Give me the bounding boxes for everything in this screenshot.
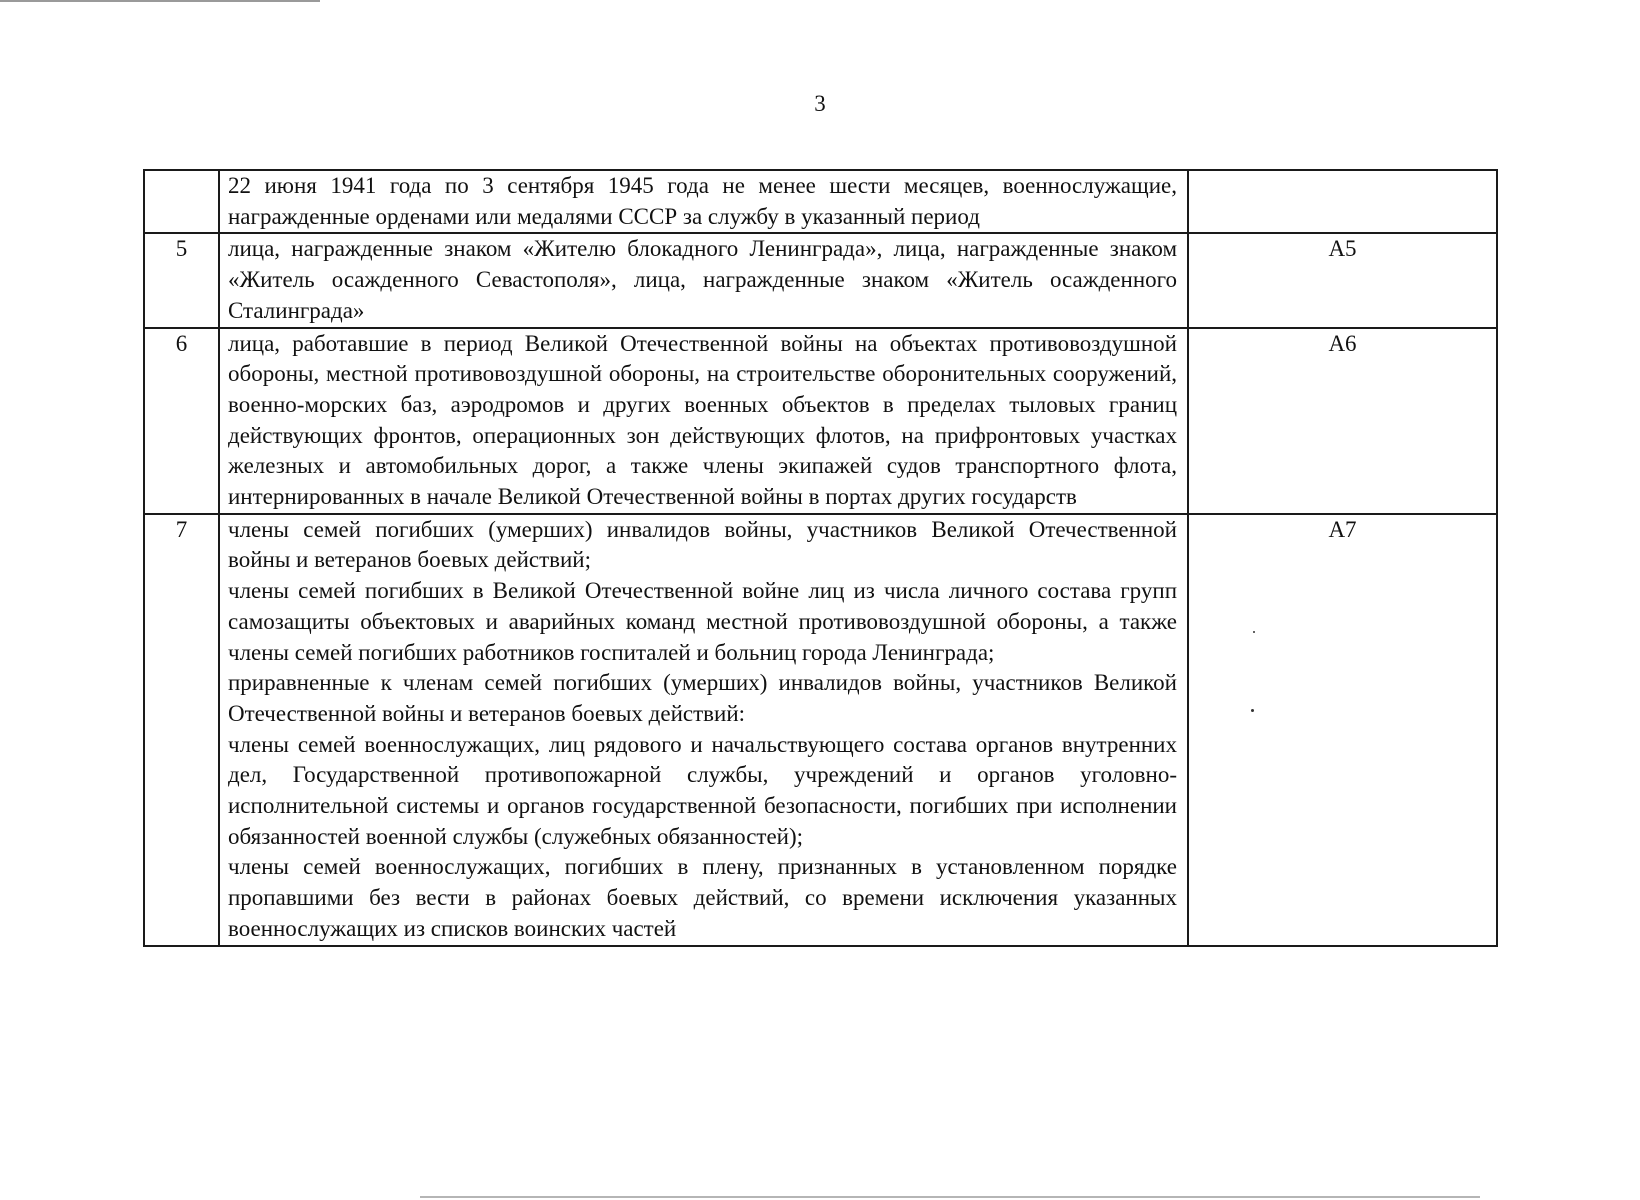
row-description-cell xyxy=(219,170,1188,233)
description-paragraph: члены семей погибших (умерших) инвалидов войны, участников Великой Отечественной войны и ветеранов боевых действий; xyxy=(228,516,1177,573)
table-row xyxy=(144,328,1497,514)
description-paragraph: лица, награжденные знаком «Жителю блокадного Ленинграда», лица, награжденные знаком «Житель осажденного Севастополя», лица, награжденные знаком «Житель осажденного Сталинграда» xyxy=(228,236,1177,323)
row-description-cell xyxy=(219,328,1188,514)
description-paragraph: члены семей погибших в Великой Отечественной войне лиц из числа личного состава групп самозащиты объектовых и аварийных команд местной противовоздушной обороны, а также члены семей погибших работников госпиталей и больниц города Ленинграда; xyxy=(228,578,1177,665)
row-number-cell: 5 xyxy=(144,233,219,327)
scan-edge-top xyxy=(0,0,320,2)
row-code-cell: А7 xyxy=(1188,514,1497,946)
table-body xyxy=(144,170,1497,946)
scan-speck xyxy=(1251,709,1254,712)
description-paragraph: члены семей военнослужащих, лиц рядового и начальствующего состава органов внутренних дел, Государственной противопожарной службы, учреждений и органов уголовно-исполнительной системы и органов государственной безопасности, погибших при исполнении обязанностей военной службы (служебных обязанностей); xyxy=(228,731,1177,849)
row-description-cell xyxy=(219,233,1188,327)
row-number-cell: 7 xyxy=(144,514,219,946)
table-row xyxy=(144,233,1497,327)
row-description-cell xyxy=(219,514,1188,946)
page-number: 3 xyxy=(814,91,826,116)
description-paragraph: члены семей военнослужащих, погибших в плену, признанных в установленном порядке пропавшими без вести в районах боевых действий, со времени исключения указанных военнослужащих из списков воинских частей xyxy=(228,854,1177,941)
row-number-cell: 6 xyxy=(144,328,219,514)
row-code-cell: А6 xyxy=(1188,328,1497,514)
row-code-cell: А5 xyxy=(1188,233,1497,327)
description-paragraph: 22 июня 1941 года по 3 сентября 1945 года не менее шести месяцев, военнослужащие, награжденные орденами или медалями СССР за службу в указанный период xyxy=(228,173,1177,229)
row-number-cell xyxy=(144,170,219,233)
description-paragraph: приравненные к членам семей погибших (умерших) инвалидов войны, участников Великой Отечественной войны и ветеранов боевых действий: xyxy=(228,670,1177,726)
row-code-cell xyxy=(1188,170,1497,233)
description-paragraph: лица, работавшие в период Великой Отечественной войны на объектах противовоздушной обороны, местной противовоздушной обороны, на строительстве оборонительных сооружений, военно-морских баз, аэродромов и других военных объектов в пределах тыловых границ действующих фронтов, операционных зон действующих флотов, на прифронтовых участках железных и автомобильных дорог, а также члены экипажей судов транспортного флота, интернированных в начале Великой Отечественной войны в портах других государств xyxy=(228,330,1177,510)
table-row xyxy=(144,170,1497,233)
scan-edge-bottom xyxy=(420,1196,1480,1198)
scan-speck xyxy=(1253,631,1255,633)
benefits-table xyxy=(143,169,1498,947)
table-row xyxy=(144,514,1497,946)
